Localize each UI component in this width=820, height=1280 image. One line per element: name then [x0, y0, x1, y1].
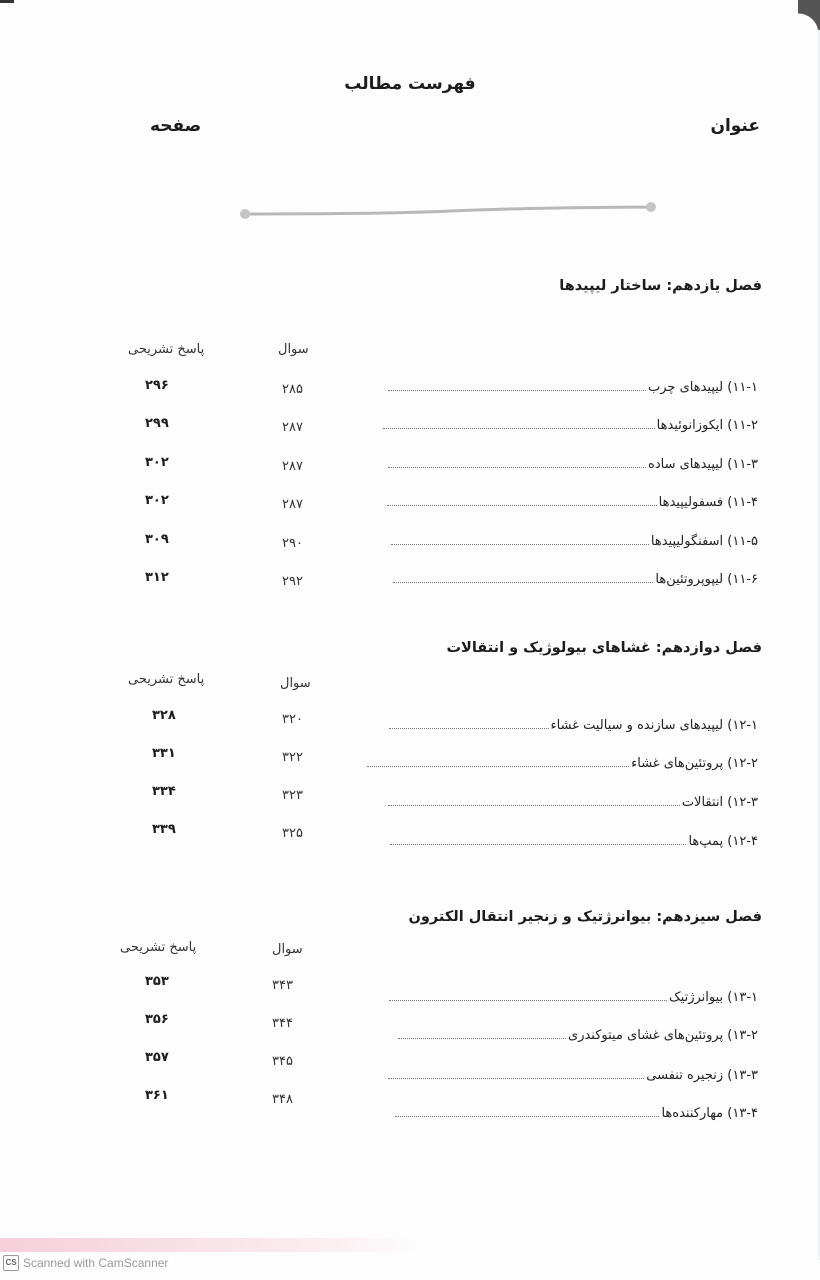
answer-page: ۳۳۱ [152, 746, 176, 761]
watermark-text: Scanned with CamScanner [23, 1256, 169, 1270]
answer-page: ۳۵۳ [145, 974, 169, 989]
question-page: ۳۲۳ [282, 788, 303, 803]
dot-leader [395, 1115, 659, 1117]
column-label-answer: پاسخ تشریحی [120, 940, 197, 955]
question-page: ۲۸۷ [282, 497, 303, 512]
toc-entry[interactable]: ۱۱-۴) فسفولیپیدها [387, 495, 758, 510]
page-title: فهرست مطالب [344, 74, 476, 94]
answer-page: ۳۶۱ [145, 1088, 169, 1103]
column-label-question: سوال [278, 342, 309, 357]
toc-entry[interactable]: ۱۱-۱) لیپیدهای چرب [388, 380, 758, 395]
dot-leader [388, 389, 646, 391]
column-label-question: سوال [272, 942, 303, 957]
toc-entry[interactable]: ۱۲-۲) پروتئین‌های غشاء [367, 756, 758, 771]
question-page: ۳۲۲ [282, 750, 303, 765]
chapter-12-title: فصل دوازدهم: غشاهای بیولوژیک و انتقالات [446, 640, 762, 656]
dot-leader [388, 804, 680, 806]
question-page: ۲۸۷ [282, 459, 303, 474]
dot-leader [383, 427, 655, 429]
question-page: ۲۸۵ [282, 382, 303, 397]
dot-leader [389, 727, 549, 729]
question-page: ۳۲۰ [282, 712, 303, 727]
toc-entry[interactable]: ۱۱-۵) اسفنگولیپیدها [391, 534, 758, 549]
camscanner-logo-icon: CS [3, 1255, 19, 1271]
toc-entry[interactable]: ۱۱-۶) لیپوپروتئین‌ها [393, 572, 758, 587]
column-label-answer: پاسخ تشریحی [128, 672, 205, 687]
dot-leader [398, 1037, 566, 1039]
dot-leader [367, 765, 629, 767]
answer-page: ۲۹۹ [145, 416, 169, 431]
question-page: ۲۸۷ [282, 420, 303, 435]
answer-page: ۳۵۷ [145, 1050, 169, 1065]
answer-page: ۳۰۲ [145, 493, 169, 508]
question-page: ۲۹۰ [282, 536, 303, 551]
column-header-page: صفحه [150, 116, 202, 136]
chapter-11-title: فصل یازدهم: ساختار لیپیدها [559, 278, 762, 294]
answer-page: ۳۵۶ [145, 1012, 169, 1027]
question-page: ۳۴۵ [272, 1054, 293, 1069]
dot-leader [390, 843, 686, 845]
question-page: ۲۹۲ [282, 574, 303, 589]
dot-leader [387, 504, 657, 506]
dot-leader [393, 581, 653, 583]
camscanner-watermark [3, 1255, 168, 1271]
question-page: ۳۴۴ [272, 1016, 293, 1031]
answer-page: ۳۰۲ [145, 455, 169, 470]
toc-entry[interactable]: ۱۲-۱) لیپیدهای سازنده و سیالیت غشاء [389, 718, 758, 733]
toc-entry[interactable]: ۱۳-۴) مهارکننده‌ها [395, 1106, 758, 1121]
question-page: ۳۴۳ [272, 978, 293, 993]
divider-ornament [240, 200, 656, 220]
dot-leader [389, 999, 667, 1001]
answer-page: ۳۱۲ [145, 570, 169, 585]
question-page: ۳۲۵ [282, 826, 303, 841]
toc-entry[interactable]: ۱۲-۳) انتقالات [388, 795, 758, 810]
column-label-answer: پاسخ تشریحی [128, 342, 205, 357]
toc-entry[interactable]: ۱۲-۴) پمپ‌ها [390, 834, 758, 849]
answer-page: ۳۳۴ [152, 784, 176, 799]
toc-entry[interactable]: ۱۳-۳) زنجیره تنفسی [388, 1068, 758, 1083]
answer-page: ۳۳۹ [152, 822, 176, 837]
answer-page: ۳۲۸ [152, 708, 176, 723]
dot-leader [388, 1077, 644, 1079]
question-page: ۳۴۸ [272, 1092, 293, 1107]
answer-page: ۳۰۹ [145, 532, 169, 547]
chapter-13-title: فصل سیزدهم: بیوانرژتیک و زنجیر انتقال الکترون [408, 909, 762, 925]
scan-stain [0, 1238, 420, 1252]
scan-corner-shadow [0, 0, 14, 3]
column-label-question: سوال [280, 676, 311, 691]
toc-entry[interactable]: ۱۳-۱) بیوانرژتیک [389, 990, 758, 1005]
toc-entry[interactable]: ۱۱-۲) ایکوزانوئیدها [383, 418, 758, 433]
answer-page: ۲۹۶ [145, 378, 169, 393]
column-header-title: عنوان [710, 116, 760, 136]
dot-leader [391, 543, 649, 545]
scan-corner-fold [798, 0, 820, 34]
toc-entry[interactable]: ۱۱-۳) لیپیدهای ساده [388, 457, 758, 472]
dot-leader [388, 466, 646, 468]
toc-entry[interactable]: ۱۳-۲) پروتئین‌های غشای میتوکندری [398, 1028, 758, 1043]
